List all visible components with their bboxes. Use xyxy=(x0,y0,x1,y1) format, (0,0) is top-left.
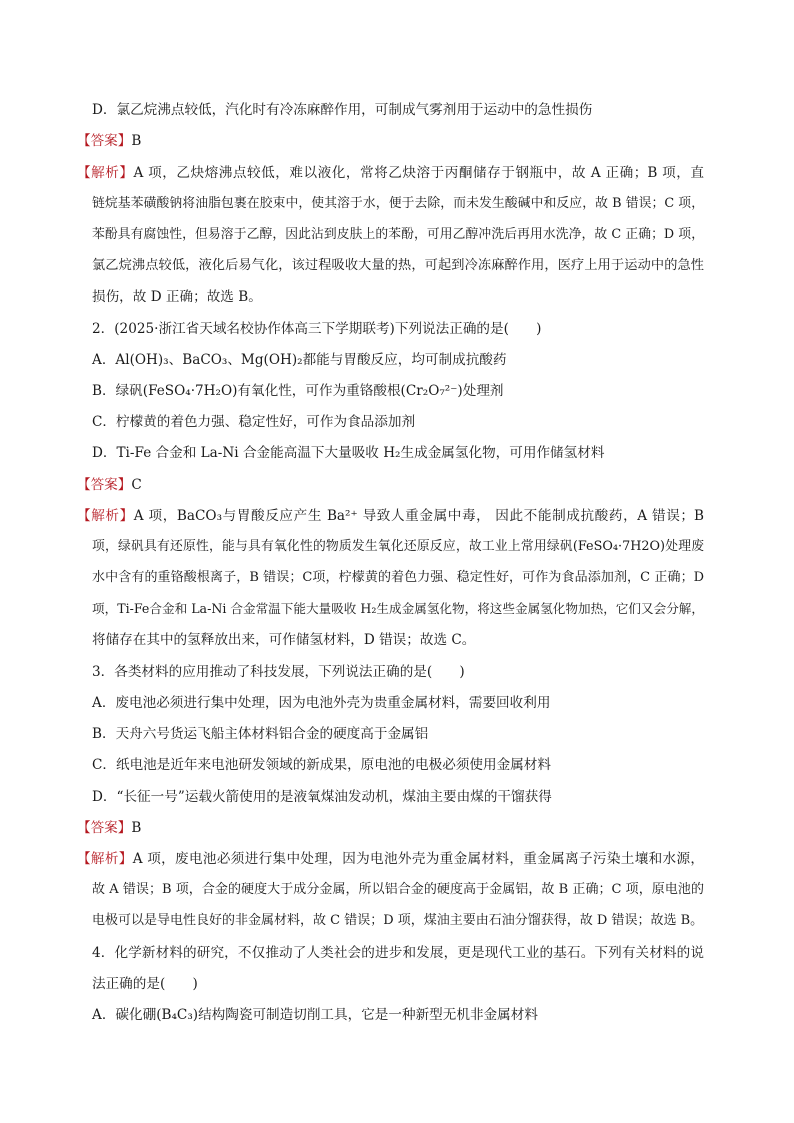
answer-value: B xyxy=(131,133,142,149)
question-3-option-a: A．废电池必须进行集中处理，因为电池外壳为贵重金属材料，需要回收利用 xyxy=(92,695,551,711)
explanation-line: 链烷基苯磺酸钠将油脂包裹在胶束中，使其溶于水，便于去除，而未发生酸碱中和反应，故 B 错误；C 项， xyxy=(92,196,704,211)
explanation-line: 【解析】A 项，BaCO₃与胃酸反应产生 Ba²⁺ 导致人重金属中毒， 因此不能制成抗酸药，A 错误；B xyxy=(77,508,704,524)
explanation-line: 【解析】A 项，乙炔熔沸点较低，难以液化，常将乙炔溶于丙酮储存于钢瓶中，故 A 正确；B 项，直 xyxy=(77,165,705,181)
explanation-line: 故 A 错误；B 项，合金的硬度大于成分金属，所以铝合金的硬度高于金属铝，故 B 正确；C 项，原电池的 xyxy=(92,882,704,897)
question-2-option-d: D．Ti-Fe 合金和 La-Ni 合金能高温下大量吸收 H₂生成金属氢化物，可用作储氢材料 xyxy=(92,445,605,461)
explanation-line: 氯乙烷沸点较低，液化后易气化，该过程吸收大量的热，可起到冷冻麻醉作用，医疗上用于运动中的急性 xyxy=(92,258,704,273)
question-2-option-c: C．柠檬黄的着色力强、稳定性好，可作为食品添加剂 xyxy=(92,414,416,430)
answer-line xyxy=(77,130,704,152)
question-2-stem: 2．(2025·浙江省天域名校协作体高三下学期联考)下列说法正确的是( ) xyxy=(92,321,542,337)
explanation-tag: 【解析】 xyxy=(77,508,134,524)
answer-line xyxy=(77,474,704,496)
option-d: D．氯乙烷沸点较低，汽化时有冷冻麻醉作用，可制成气雾剂用于运动中的急性损伤 xyxy=(92,102,593,118)
explanation-line: 将储存在其中的氢释放出来，可作储氢材料，D 错误；故选 C。 xyxy=(92,632,476,648)
explanation-tag: 【解析】 xyxy=(77,851,133,867)
question-2-option-b: B．绿矾(FeSO₄·7H₂O)有氧化性，可作为重铬酸根(Cr₂O₇²⁻)处理剂 xyxy=(92,383,504,399)
answer-value: B xyxy=(131,820,142,836)
answer-value: C xyxy=(131,477,142,493)
question-3-option-b: B．天舟六号货运飞船主体材料铝合金的硬度高于金属铝 xyxy=(92,726,429,742)
explanation-line: 项，绿矾具有还原性，能与具有氧化性的物质发生氧化还原反应，故工业上常用绿矾(FeSO₄·7H2O)处理废 xyxy=(92,539,704,554)
question-4-stem: 法正确的是( ) xyxy=(92,976,198,992)
explanation-line: 电极可以是导电性良好的非金属材料，故 C 错误；D 项，煤油主要由石油分馏获得，故 D 错误；故选 B。 xyxy=(92,913,704,928)
explanation-line: 【解析】A 项，废电池必须进行集中处理，因为电池外壳为重金属材料，重金属离子污染土壤和水源， xyxy=(77,851,704,867)
answer-tag: 【答案】 xyxy=(77,477,132,493)
explanation-tag: 【解析】 xyxy=(77,165,134,181)
explanation-line: 苯酚具有腐蚀性，但易溶于乙醇，因此沾到皮肤上的苯酚，可用乙醇冲洗后再用水洗净，故 C 正确；D 项， xyxy=(92,227,704,242)
explanation-line: 项，Ti-Fe合金和 La-Ni 合金常温下能大量吸收 H₂生成金属氢化物，将这些金属氢化物加热，它们又会分解， xyxy=(92,601,704,616)
question-4-option-a: A．碳化硼(B₄C₃)结构陶瓷可制造切削工具，它是一种新型无机非金属材料 xyxy=(92,1007,538,1023)
question-4-stem: 4．化学新材料的研究，不仅推动了人类社会的进步和发展，更是现代工业的基石。下列有关材料的说 xyxy=(92,945,704,961)
answer-tag: 【答案】 xyxy=(77,820,132,836)
explanation-line: 水中含有的重铬酸根离子，B 错误；C项，柠檬黄的着色力强、稳定性好，可作为食品添加剂，C 正确；D xyxy=(92,570,704,585)
answer-tag: 【答案】 xyxy=(77,133,132,149)
explanation-line: 损伤，故 D 正确；故选 B。 xyxy=(92,289,262,305)
question-3-option-d: D．“长征一号”运载火箭使用的是液氧煤油发动机，煤油主要由煤的干馏获得 xyxy=(92,789,552,805)
question-2-option-a: A．Al(OH)₃、BaCO₃、Mg(OH)₂都能与胃酸反应，均可制成抗酸药 xyxy=(92,352,507,368)
question-3-option-c: C．纸电池是近年来电池研发领域的新成果，原电池的电极必须使用金属材料 xyxy=(92,757,551,773)
question-3-stem: 3．各类材料的应用推动了科技发展，下列说法正确的是( ) xyxy=(92,664,465,680)
answer-line xyxy=(77,817,704,839)
